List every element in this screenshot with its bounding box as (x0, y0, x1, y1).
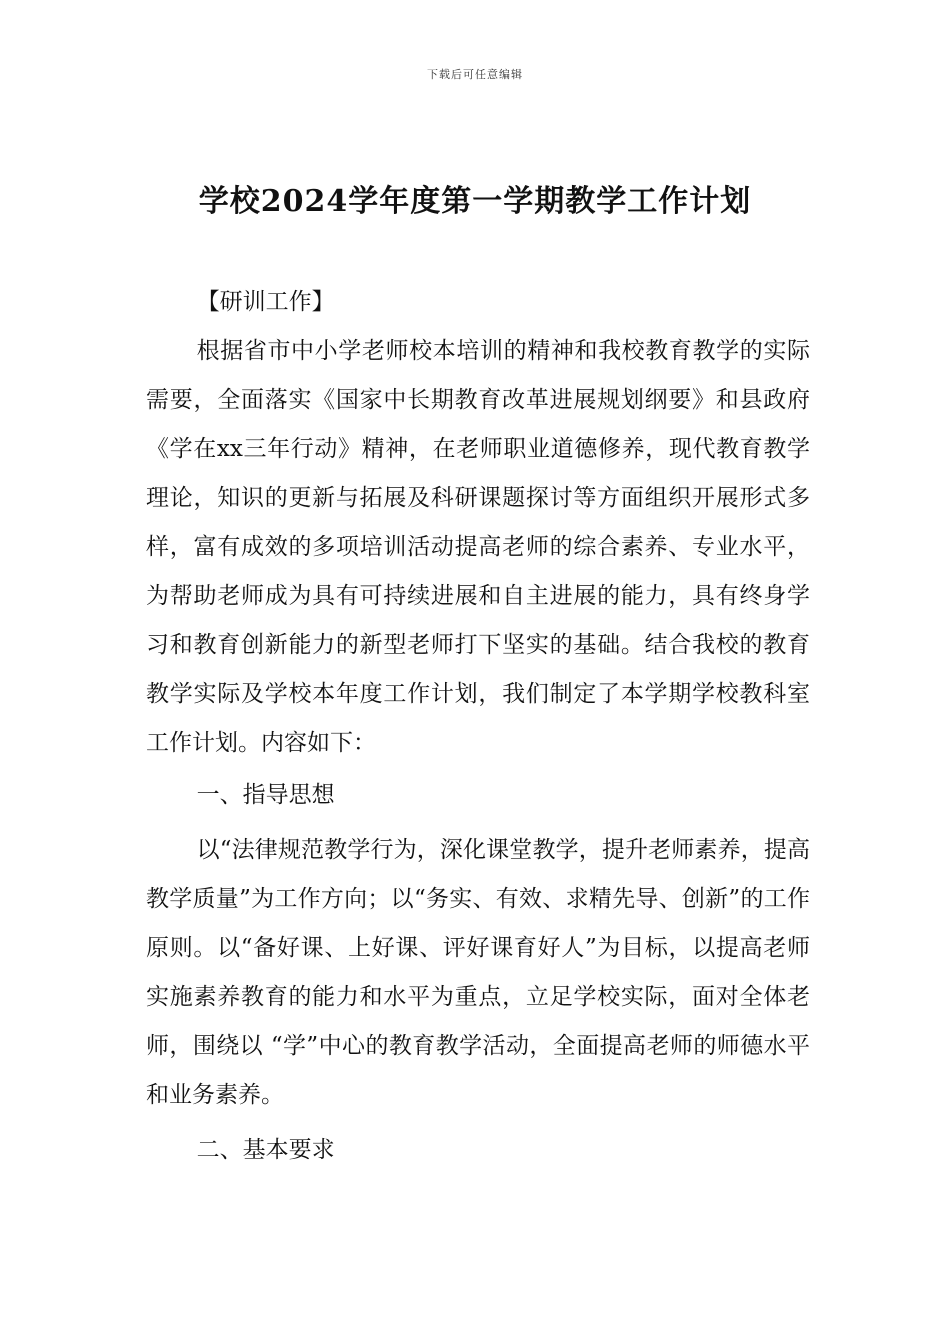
guiding-thought-paragraph: 以“法律规范教学行为，深化课堂教学，提升老师素养，提高教学质量”为工作方向；以“务实、有效、求精先导、创新”的工作原则。以“备好课、上好课、评好课育好人”为目标，以提高老师实施素养教育的能力和水平为重点，立足学校实际，面对全体老师，围绕以 “学”中心的教育教学活动，全面提高老师的师德水平和业务素养。 (146, 837, 810, 1108)
intro-paragraph: 根据省市中小学老师校本培训的精神和我校教育教学的实际需要，全面落实《国家中长期教育改革进展规划纲要》和县政府《学在xx三年行动》精神，在老师职业道德修养，现代教育教学理论，知识的更新与拓展及科研课题探讨等方面组织开展形式多样，富有成效的多项培训活动提高老师的综合素养、专业水平，为帮助老师成为具有可持续进展和自主进展的能力，具有终身学习和教育创新能力的新型老师打下坚实的基础。结合我校的教育教学实际及学校本年度工作计划，我们制定了本学期学校教科室工作计划。内容如下： (146, 338, 810, 756)
header-note: 下载后可任意编辑 (427, 68, 523, 81)
section-heading-basic-requirements: 二、基本要求 (196, 1137, 335, 1163)
document-body (146, 278, 810, 1175)
document-title: 学校2024学年度第一学期教学工作计划 (198, 184, 752, 219)
section-label-research: 【研训工作】 (196, 289, 335, 315)
section-heading-guiding-thought: 一、指导思想 (196, 782, 335, 808)
